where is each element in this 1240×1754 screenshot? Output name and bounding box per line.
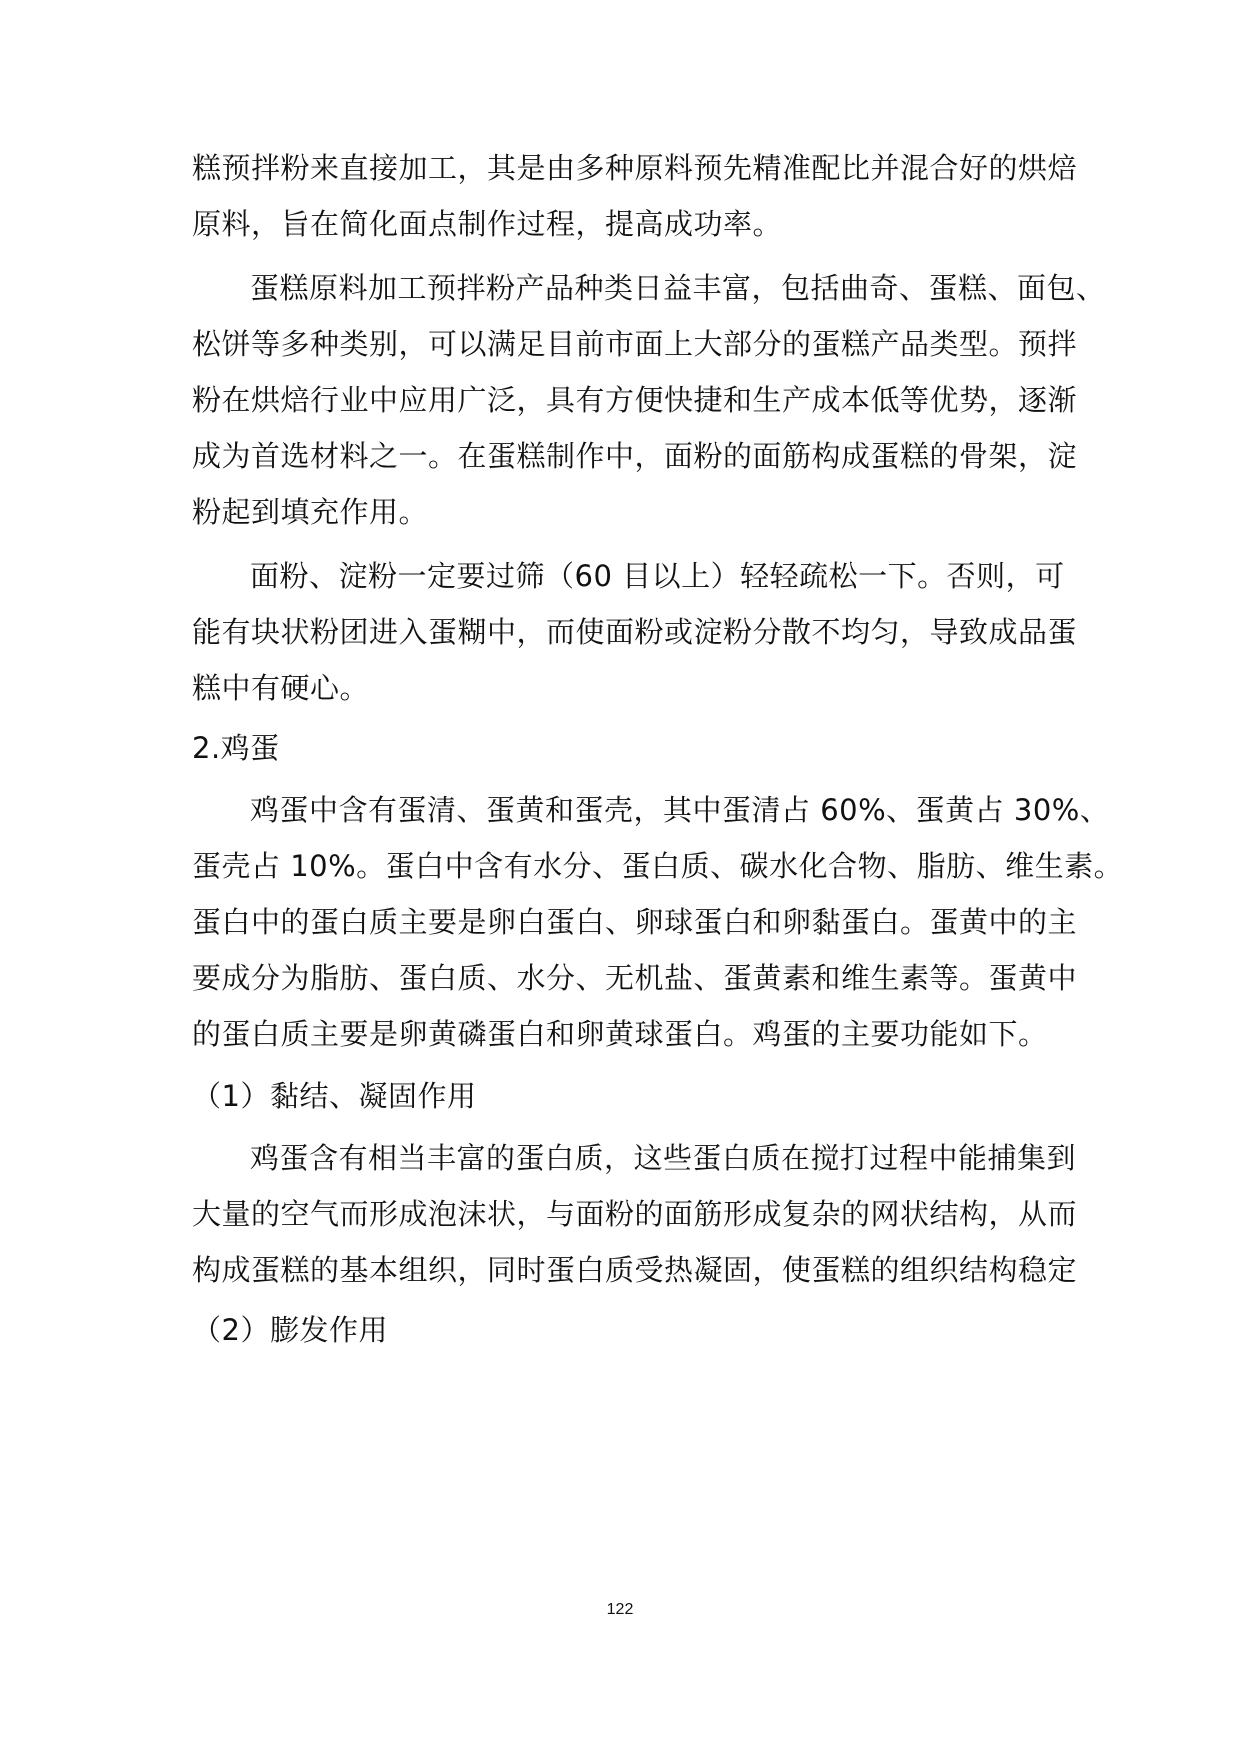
section-heading: 2.鸡蛋 [192,731,280,765]
page-number: 122 [606,1601,634,1618]
text-line: 要成分为脂肪、蛋白质、水分、无机盐、蛋黄素和维生素等。蛋黄中 [192,961,1078,995]
paragraph-first-line: 蛋糕原料加工预拌粉产品种类日益丰富，包括曲奇、蛋糕、面包、 [250,271,1106,305]
paragraph-first-line: 面粉、淀粉一定要过筛（60 目以上）轻轻疏松一下。否则，可 [250,559,1065,593]
text-line: 蛋白中的蛋白质主要是卵白蛋白、卵球蛋白和卵黏蛋白。蛋黄中的主 [192,905,1078,939]
subsection-heading: （1）黏结、凝固作用 [192,1079,477,1113]
paragraph-first-line: 鸡蛋含有相当丰富的蛋白质，这些蛋白质在搅打过程中能捕集到 [250,1141,1077,1175]
text-line: 能有块状粉团进入蛋糊中，而使面粉或淀粉分散不均匀，导致成品蛋 [192,615,1078,649]
subsection-heading: （2）膨发作用 [192,1313,388,1347]
text-line: 松饼等多种类别，可以满足目前市面上大部分的蛋糕产品类型。预拌 [192,327,1078,361]
text-line: 的蛋白质主要是卵黄磷蛋白和卵黄球蛋白。鸡蛋的主要功能如下。 [192,1017,1048,1051]
text-line: 大量的空气而形成泡沫状，与面粉的面筋形成复杂的网状结构，从而 [192,1197,1078,1231]
text-line: 原料，旨在简化面点制作过程，提高成功率。 [192,207,783,241]
text-line: 粉在烘焙行业中应用广泛，具有方便快捷和生产成本低等优势，逐渐 [192,383,1078,417]
text-line: 成为首选材料之一。在蛋糕制作中，面粉的面筋构成蛋糕的骨架，淀 [192,439,1078,473]
paragraph-first-line: 鸡蛋中含有蛋清、蛋黄和蛋壳，其中蛋清占 60%、蛋黄占 30%、 [250,793,1110,827]
text-line: 粉起到填充作用。 [192,495,429,529]
text-line: 糕预拌粉来直接加工，其是由多种原料预先精准配比并混合好的烘焙 [192,151,1078,185]
text-line: 蛋壳占 10%。蛋白中含有水分、蛋白质、碳水化合物、脂肪、维生素。 [192,849,1124,883]
text-line: 糕中有硬心。 [192,671,370,705]
text-line: 构成蛋糕的基本组织，同时蛋白质受热凝固，使蛋糕的组织结构稳定 [192,1253,1078,1287]
